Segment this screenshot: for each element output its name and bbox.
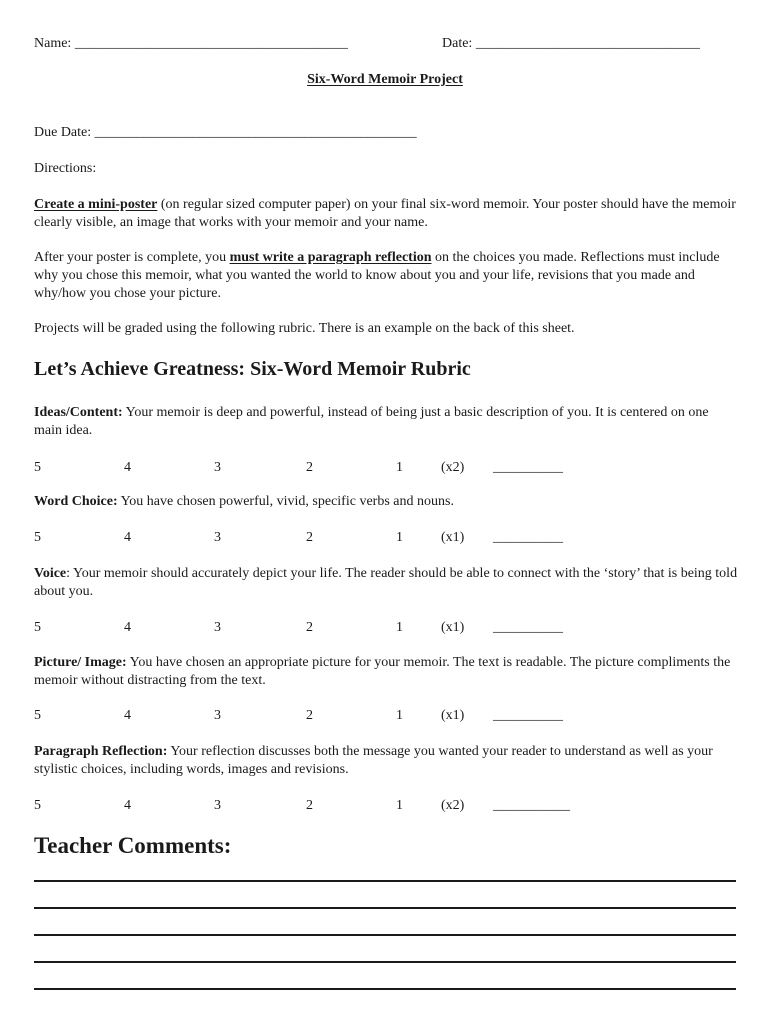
rubric-score-blank[interactable]: __________ <box>493 530 563 545</box>
rubric-score-option[interactable]: 3 <box>214 620 221 635</box>
rubric-multiplier: (x1) <box>441 530 465 545</box>
rubric-score-option[interactable]: 4 <box>124 530 131 545</box>
due-date-label: Due Date: <box>34 125 92 140</box>
rubric-heading: Let’s Achieve Greatness: Six-Word Memoir Rubric <box>34 358 471 380</box>
rubric-score-option[interactable]: 4 <box>124 708 131 723</box>
rubric-score-option[interactable]: 2 <box>306 530 313 545</box>
rubric-score-blank[interactable]: ___________ <box>493 798 570 813</box>
rubric-criterion-text: Your reflection discusses both the message you wanted your reader to understand as well as your stylistic choices, including words, images and revisions. <box>34 744 713 777</box>
rubric-score-row <box>34 619 594 639</box>
rubric-multiplier: (x1) <box>441 708 465 723</box>
due-date-field <box>34 124 417 142</box>
page-title: Six-Word Memoir Project <box>307 72 463 87</box>
rubric-criterion-label: Ideas/Content: <box>34 405 123 420</box>
rubric-criterion-label: Word Choice: <box>34 494 118 509</box>
date-field <box>442 35 700 53</box>
rubric-criterion-text: You have chosen an appropriate picture for your memoir. The text is readable. The picture compliments the memoir without distracting from the text. <box>34 655 731 688</box>
comment-line[interactable] <box>34 988 736 990</box>
rubric-score-option[interactable]: 1 <box>396 530 403 545</box>
name-field <box>34 35 348 53</box>
rubric-criterion-label: Voice <box>34 566 67 581</box>
directions-emphasis-1: Create a mini-poster <box>34 197 158 212</box>
comment-line[interactable] <box>34 907 736 909</box>
rubric-criterion-description <box>34 493 739 511</box>
rubric-score-option[interactable]: 2 <box>306 460 313 475</box>
teacher-comments-heading: Teacher Comments: <box>34 833 232 858</box>
rubric-criterion-label: Picture/ Image: <box>34 655 127 670</box>
comment-line[interactable] <box>34 880 736 882</box>
rubric-multiplier: (x1) <box>441 620 465 635</box>
rubric-score-option[interactable]: 3 <box>214 798 221 813</box>
rubric-score-row <box>34 797 594 817</box>
rubric-score-row <box>34 459 594 479</box>
rubric-score-option[interactable]: 1 <box>396 798 403 813</box>
directions-heading: Directions: <box>34 161 97 176</box>
rubric-score-row <box>34 529 594 549</box>
rubric-score-row <box>34 707 594 727</box>
rubric-score-option[interactable]: 4 <box>124 620 131 635</box>
directions-paragraph-1: Create a mini-poster (on regular sized computer paper) on your final six-word memoir. Your poster should have the memoir clearly visible, an image that works with your memoir and your name. <box>34 197 736 230</box>
rubric-score-option[interactable]: 4 <box>124 798 131 813</box>
directions-paragraph-2: After your poster is complete, you must write a paragraph reflection on the choices you made. Reflections must include why you chose this memoir, what you wanted the world to know about you and your life, revisions that you made and why/how you chose your picture. <box>34 250 720 301</box>
rubric-score-option[interactable]: 1 <box>396 460 403 475</box>
rubric-score-option[interactable]: 2 <box>306 798 313 813</box>
name-label: Name: <box>34 36 72 51</box>
date-blank[interactable]: ________________________________ <box>475 36 700 51</box>
rubric-score-option[interactable]: 2 <box>306 708 313 723</box>
date-label: Date: <box>442 36 473 51</box>
rubric-score-option[interactable]: 4 <box>124 460 131 475</box>
rubric-score-option[interactable]: 3 <box>214 530 221 545</box>
rubric-criterion-label: Paragraph Reflection: <box>34 744 168 759</box>
rubric-score-option[interactable]: 3 <box>214 708 221 723</box>
rubric-score-blank[interactable]: __________ <box>493 708 563 723</box>
rubric-score-option[interactable]: 5 <box>34 620 41 635</box>
rubric-multiplier: (x2) <box>441 798 465 813</box>
rubric-criterion-description <box>34 565 739 601</box>
rubric-score-blank[interactable]: __________ <box>493 460 563 475</box>
rubric-score-option[interactable]: 5 <box>34 798 41 813</box>
name-blank[interactable]: _______________________________________ <box>74 36 348 51</box>
rubric-score-blank[interactable]: __________ <box>493 620 563 635</box>
rubric-criterion-text: Your memoir is deep and powerful, instead of being just a basic description of you. It is centered on one main idea. <box>34 405 709 438</box>
due-date-blank[interactable]: ______________________________________________ <box>94 125 417 140</box>
rubric-criterion-text: : Your memoir should accurately depict your life. The reader should be able to connect with the ‘story’ that is being told about you. <box>34 566 738 599</box>
rubric-score-option[interactable]: 5 <box>34 460 41 475</box>
rubric-criterion-description <box>34 404 739 440</box>
directions-paragraph-3: Projects will be graded using the following rubric. There is an example on the back of this sheet. <box>34 321 575 336</box>
comment-line[interactable] <box>34 961 736 963</box>
rubric-score-option[interactable]: 5 <box>34 530 41 545</box>
rubric-criterion-description <box>34 654 739 690</box>
rubric-criterion-description <box>34 743 739 779</box>
rubric-score-option[interactable]: 3 <box>214 460 221 475</box>
comment-line[interactable] <box>34 934 736 936</box>
rubric-multiplier: (x2) <box>441 460 465 475</box>
rubric-criterion-text: You have chosen powerful, vivid, specific verbs and nouns. <box>117 494 454 509</box>
rubric-score-option[interactable]: 1 <box>396 708 403 723</box>
rubric-score-option[interactable]: 5 <box>34 708 41 723</box>
rubric-score-option[interactable]: 2 <box>306 620 313 635</box>
directions-emphasis-2: must write a paragraph reflection <box>229 250 432 265</box>
rubric-score-option[interactable]: 1 <box>396 620 403 635</box>
